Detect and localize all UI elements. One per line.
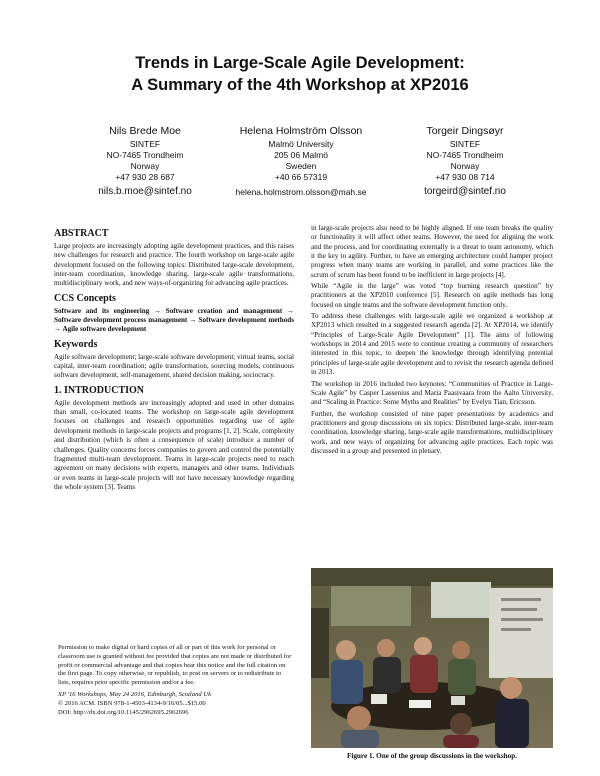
author-name: Helena Holmström Olsson <box>239 125 363 137</box>
conference-info: XP '16 Workshops, May 24 2016, Edinburgh, Scotland Uk <box>58 690 211 698</box>
author-block-2 <box>222 124 380 199</box>
permission-text: Permission to make digital or hard copies of all or part of this work for personal or classroom use is granted without fee provided that copies are not made or distributed for profit or commercial advantage and that copies bear this notice and the full citation on the first page. To copy otherwise, or republish, to post on servers or to redistribute to lists, requires prior specific permission and/or a fee. <box>58 644 292 687</box>
author-block-1 <box>70 124 220 199</box>
author-phone: +47 930 08 714 <box>435 172 495 182</box>
author-address: NO-7465 Trondheim <box>426 150 504 160</box>
permission-block <box>58 644 294 717</box>
ccs-text: Software and its engineering → Software creation and management → Software development process management → Software development methods → Agile software development <box>54 306 294 334</box>
title-line-1: Trends in Large-Scale Agile Development: <box>135 54 465 72</box>
author-email: helena.holmstrom.olsson@mah.se <box>235 187 367 197</box>
author-email: torgeird@sintef.no <box>424 186 506 197</box>
intro-paragraph: Agile development methods are increasingly adopted and used in other domains than small, co-located teams. The workshop on large-scale agile development focuses on challenges and research opportunities regarding use of agile development methods in large-scale projects and programs [1, 2]. Scale, complexity and distribution (which is often a consequence of scale) introduce a number of challenges. Quality concerns forces companies to govern and control the potentially fragmented multi-team development. Teams in large-scale projects need to reach agreement on many decisions with experts, managers and other teams. Individuals or even teams in large-scale projects will not have necessary knowledge regarding the whole system [3]. Teams <box>54 398 294 491</box>
ccs-heading: CCS Concepts <box>54 292 116 304</box>
keywords-text: Agile software development; large-scale software development; virtual teams, social capital, inter-team coordination; agile transformation, sourcing models, continuous software development, self-management, shared decision making, sociocracy. <box>54 352 294 380</box>
figure-caption: Figure 1. One of the group discussions in the workshop. <box>346 752 518 760</box>
author-block-3 <box>390 124 540 199</box>
abstract-heading: ABSTRACT <box>54 228 109 239</box>
author-address: 205 06 Malmö <box>274 150 328 160</box>
author-country: Norway <box>130 161 160 171</box>
author-name: Torgeir Dingsøyr <box>426 125 504 137</box>
right-paragraph-3: To address these challenges with large-scale agile we organized a workshop at XP2013 which resulted in a suggested research agenda [2]. At XP2014, we identify “Principles of Large-Scale Agile Development” [1]. The aims of following workshops in 2014 and 2015 were to continue creating a community of researchers interested in this topic, to deepen the knowledge through identifying potential principles of large-scale agile development and to revisit the research agenda defined in 2013. <box>311 312 553 377</box>
author-affiliation: Malmö University <box>268 139 334 149</box>
left-column <box>54 228 294 494</box>
paper-title <box>40 52 560 96</box>
author-phone: +40 66 57319 <box>274 172 328 182</box>
title-line-2: A Summary of the 4th Workshop at XP2016 <box>131 76 469 94</box>
right-column <box>311 224 553 458</box>
intro-heading: 1. INTRODUCTION <box>54 384 145 396</box>
author-name: Nils Brede Moe <box>109 125 181 137</box>
author-affiliation: SINTEF <box>129 139 161 149</box>
doi-info: DOI: http://dx.doi.org/10.1145/2962695.2962696 <box>58 708 189 716</box>
author-country: Norway <box>450 161 480 171</box>
author-country: Sweden <box>285 161 317 171</box>
right-paragraph-4: The workshop in 2016 included two keynotes: “Communities of Practice in Large-Scale Agile” by Casper Lassenius and Maria Paasivaara from the Aalto University, and “Scaling in Practice: Some Myths and Realities” by Evelyn Tian, Ericsson. <box>311 379 553 407</box>
right-paragraph-1: in large-scale projects also need to be highly aligned. If one team breaks the quality or functionality it will affect other teams. However, the need for aligning the work and the process, and for coordinating externally is a threat to team autonomy, which it the key to agility. Further, to have an emerging architecture could hamper project progress when many teams are working in parallel, and some practices like the scrum of scrum has been found to be inefficient in large projects [4]. <box>311 224 553 279</box>
right-paragraph-5: Further, the workshop consisted of nine paper presentations by academics and practitioners and group discussions on six topics: Distributed large-scale, inter-team coordination, knowledge sharing, large-scale agile transformations, multidisciplinary work, and new ways of organizing for advancing agile practices. Each topic was discussed in a group and presented in plenary. <box>311 409 553 455</box>
right-paragraph-2: While “Agile in the large” was voted “top burning research question” by practitioners at the XP2010 conference [5]. Research on agile methods has long focused on single teams and the software development function only. <box>311 282 553 309</box>
author-address: NO-7465 Trondheim <box>106 150 184 160</box>
author-phone: +47 930 28 687 <box>115 172 175 182</box>
author-affiliation: SINTEF <box>449 139 481 149</box>
workshop-photo-illustration <box>311 568 553 748</box>
keywords-heading: Keywords <box>54 338 98 350</box>
author-email: nils.b.moe@sintef.no <box>98 186 192 197</box>
abstract-text: Large projects are increasingly adopting agile development practices, and this raises new challenges for research and practice. The fourth workshop on large-scale agile development focused on the following topics: Distributed large-scale development, inter-team coordination, knowledge sharing, large-scale agile transformations, multidisciplinary work, and new ways-of-organizing for advancing agile practices. <box>54 242 294 288</box>
workshop-photo <box>311 568 553 748</box>
copyright-info: © 2016 ACM. ISBN 978-1-4503-4134-9/16/05...$15.00 <box>58 699 206 707</box>
